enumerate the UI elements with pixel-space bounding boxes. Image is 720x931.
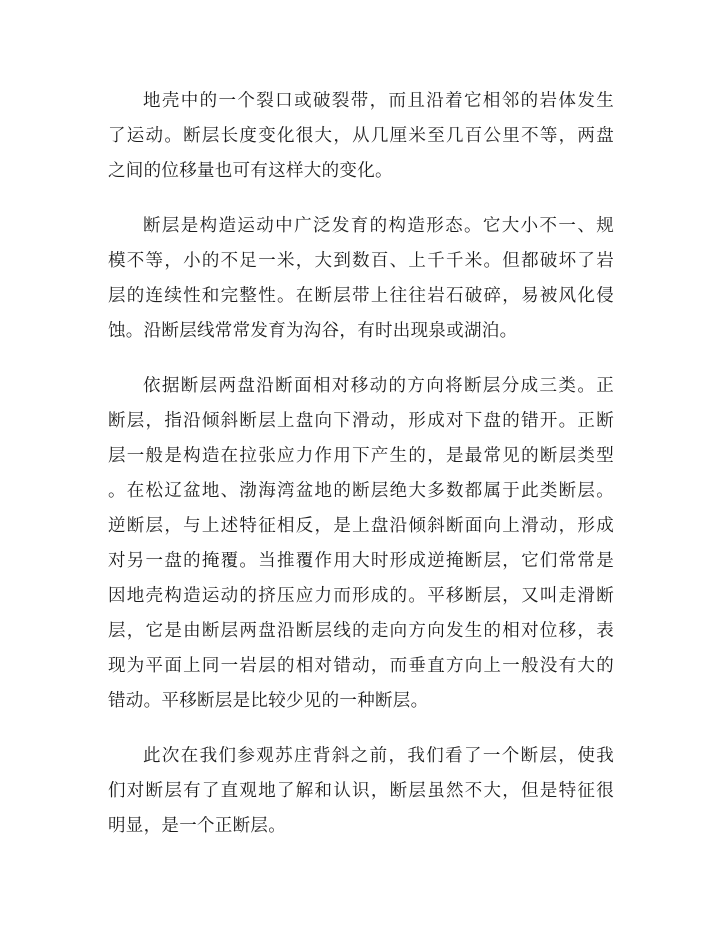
text-line: 断层是构造运动中广泛发育的构造形态。它大小不一、规 <box>143 216 614 236</box>
text-line: 层，它是由断层两盘沿断层线的走向方向发生的相对位移，表 <box>108 621 614 641</box>
text-line: 了运动。断层长度变化很大，从几厘米至几百公里不等，两盘 <box>108 126 614 146</box>
text-line: 们对断层有了直观地了解和认识，断层虽然不大，但是特征很 <box>108 781 614 801</box>
text-line: 层一般是构造在拉张应力作用下产生的，是最常见的断层类型 <box>108 446 614 466</box>
text-line: 依据断层两盘沿断面相对移动的方向将断层分成三类。正 <box>143 376 614 396</box>
text-line: 明显，是一个正断层。 <box>108 816 286 836</box>
paragraph-fault-definition <box>108 84 614 189</box>
text-line: 此次在我们参观苏庄背斜之前，我们看了一个断层，使我 <box>143 746 614 766</box>
text-line: 层的连续性和完整性。在断层带上往往岩石破碎，易被风化侵 <box>108 286 614 306</box>
document-body <box>108 84 614 864</box>
text-line: 对另一盘的掩覆。当推覆作用大时形成逆掩断层，它们常常是 <box>108 551 614 571</box>
text-line: 之间的位移量也可有这样大的变化。 <box>108 161 393 181</box>
text-line: 逆断层，与上述特征相反，是上盘沿倾斜断面向上滑动，形成 <box>108 516 614 536</box>
text-line: 。在松辽盆地、渤海湾盆地的断层绝大多数都属于此类断层。 <box>108 481 614 501</box>
text-line: 错动。平移断层是比较少见的一种断层。 <box>108 691 429 711</box>
paragraph-field-observation <box>108 739 614 844</box>
text-line: 地壳中的一个裂口或破裂带，而且沿着它相邻的岩体发生 <box>143 91 614 111</box>
text-line: 断层，指沿倾斜断层上盘向下滑动，形成对下盘的错开。正断 <box>108 411 614 431</box>
text-line: 因地壳构造运动的挤压应力而形成的。平移断层，又叫走滑断 <box>108 586 614 606</box>
text-line: 蚀。沿断层线常常发育为沟谷，有时出现泉或湖泊。 <box>108 321 518 341</box>
paragraph-fault-form <box>108 209 614 349</box>
text-line: 模不等，小的不足一米，大到数百、上千千米。但都破坏了岩 <box>108 251 614 271</box>
text-line: 现为平面上同一岩层的相对错动，而垂直方向上一般没有大的 <box>108 656 614 676</box>
paragraph-fault-types <box>108 369 614 719</box>
